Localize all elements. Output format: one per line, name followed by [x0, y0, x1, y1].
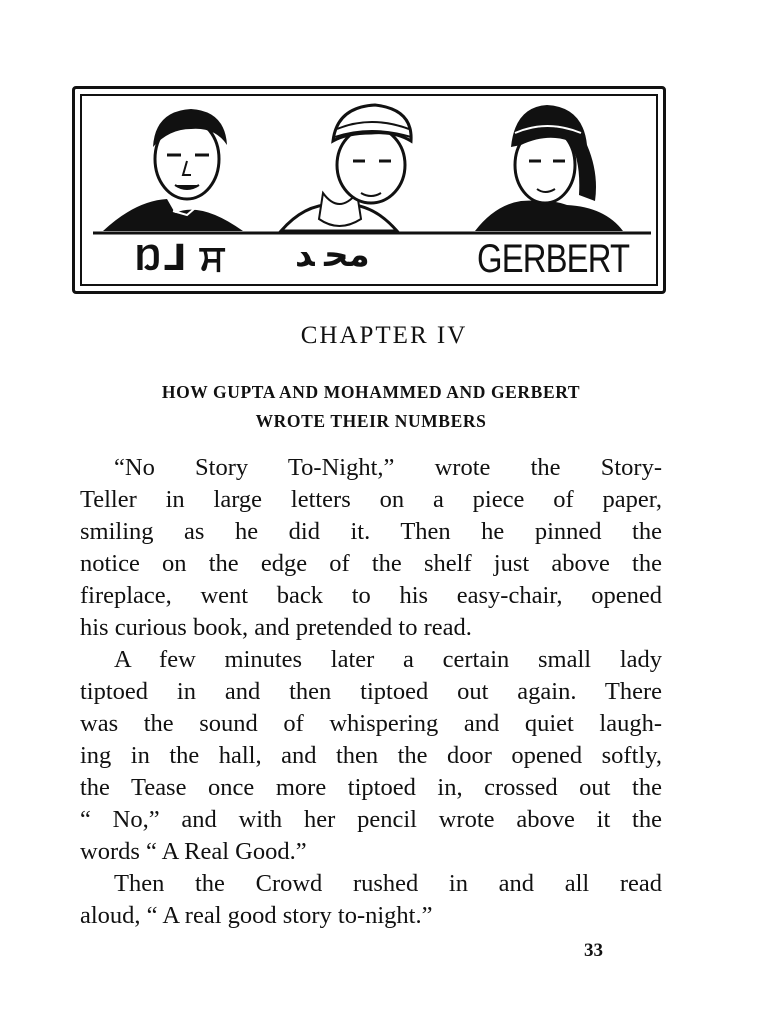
gupta-portrait [103, 109, 243, 231]
text-line: Teller in large letters on a piece of paper, [80, 486, 662, 513]
text-line: tiptoed in and then tiptoed out again. There [80, 678, 662, 705]
subtitle-line: HOW GUPTA AND MOHAMMED AND GERBERT [161, 382, 581, 402]
text-line: his curious book, and pretended to read. [80, 614, 472, 641]
caption-gerbert: GERBERT [477, 237, 630, 281]
text-line: A few minutes later a certain small lady [114, 646, 662, 673]
text-line: “No Story To-Night,” wrote the Story- [114, 454, 662, 481]
chapter-subtitle [80, 378, 662, 436]
caption-gupta: Ŋ⅃ ਸ [135, 237, 226, 278]
chapter-title: CHAPTER IV [300, 322, 468, 349]
chapter-header-illustration [72, 86, 666, 294]
subtitle-line: WROTE THEIR NUMBERS [255, 411, 487, 431]
text-line: fireplace, went back to his easy-chair, opened [80, 582, 662, 609]
caption-mohammed: ﻣﺤ ﺪ [295, 236, 370, 274]
text-line: words “ A Real Good.” [80, 838, 307, 865]
text-line: ing in the hall, and then the door opened softly, [80, 742, 662, 769]
text-line: the Tease once more tiptoed in, crossed out the [80, 774, 662, 801]
text-line: aloud, “ A real good story to-night.” [80, 902, 433, 929]
gerbert-portrait [475, 105, 623, 231]
text-line: smiling as he did it. Then he pinned the [80, 518, 662, 545]
text-line: Then the Crowd rushed in and all read [114, 870, 662, 897]
mohammed-portrait [281, 105, 411, 231]
text-line: was the sound of whispering and quiet laugh- [80, 710, 662, 737]
text-line: “ No,” and with her pencil wrote above it the [80, 806, 662, 833]
body-text [80, 452, 662, 932]
page-number: 33 [584, 940, 603, 961]
text-line: notice on the edge of the shelf just above the [80, 550, 662, 577]
